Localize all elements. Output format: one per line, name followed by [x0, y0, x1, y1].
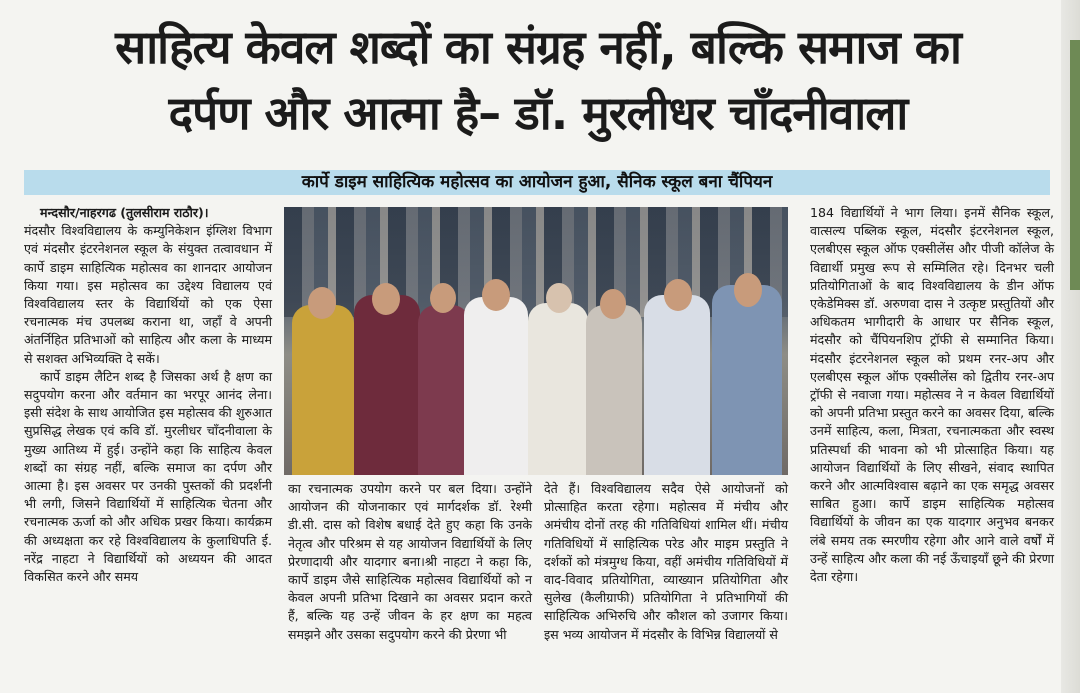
byline: मन्दसौर/नाहरगढ (तुलसीराम राठौर)।: [40, 205, 209, 220]
photo-person: [354, 295, 420, 475]
photo-person: [712, 285, 782, 475]
photo-person-head: [664, 279, 692, 311]
photo-person: [528, 303, 588, 475]
column-1-paragraph-2: कार्पे डाइम लैटिन शब्द है जिसका अर्थ है क्षण का सदुपयोग करना और वर्तमान का भरपूर आनंद लेना। इसी संदेश के साथ आयोजित इस महोत्सव की शुरुआत सुप्रसिद्ध लेखक एवं कवि डॉ. मुरलीधर चाँदनीवाला के मुख्य आतिथ्य में हुई। उन्होंने कहा कि साहित्य केवल शब्दों का संग्रह नहीं, बल्कि समाज का दर्पण और आत्मा है। इस अवसर पर उनकी पुस्तकों की प्रदर्शनी भी लगी, जिसने विद्यार्थियों में साहित्यिक चेतना और रचनात्मक ऊर्जा को और अधिक प्रखर किया। कार्यक्रम की अध्यक्षता कर रहे विश्वविद्यालय के कुलाधिपति ई. नरेंद्र नाहटा ने विद्यार्थियों को अध्ययन की आदत विकसित करने और समय: [24, 368, 272, 585]
headline-line-1: साहित्य केवल शब्दों का संग्रह नहीं, बल्कि समाज का: [115, 20, 961, 74]
photo-person-head: [430, 283, 456, 313]
photo-person-head: [734, 273, 762, 307]
photo-person: [644, 295, 710, 475]
subheadline-bar: कार्पे डाइम साहित्यिक महोत्सव का आयोजन हुआ, सैनिक स्कूल बना चैंपियन: [24, 170, 1050, 195]
article-column-2: का रचनात्मक उपयोग करने पर बल दिया। उन्होंने आयोजन की योजनाकार एवं मार्गदर्शक डॉ. रेश्मी डी.सी. दास को विशेष बधाई देते हुए कहा कि उनके नेतृत्व और परिश्रम से यह आयोजन विद्यार्थियों के लिए प्रेरणादायी और यादगार बना।श्री नाहटा ने कहा कि, कार्पे डाइम जैसे साहित्यिक महोत्सव विद्यार्थियों को न केवल अपनी प्रतिभा दिखाने का अवसर प्रदान करते हैं, बल्कि यह उन्हें जीवन के हर क्षण का महत्व समझने और उसका सदुपयोग करने की प्रेरणा भी: [288, 481, 532, 642]
article-column-1: [24, 204, 272, 586]
photo-person: [418, 305, 470, 475]
photo-person-head: [308, 287, 336, 319]
column-1-paragraph-1: मंदसौर विश्वविद्यालय के कम्युनिकेशन इंग्लिश विभाग एवं मंदसौर इंटरनेशनल स्कूल के संयुक्त तत्वावधान में कार्पे डाइम साहित्यिक महोत्सव का शानदार आयोजन किया गया। इस महोत्सव का उद्देश्य विद्यालय एवं विश्वविद्यालय स्तर के विद्यार्थियों को एक ऐसा रचनात्मक मंच उपलब्ध कराना था, जहाँ वे अपनी अंतर्निहित प्रतिभाओं को साहित्य और कला के माध्यम से सशक्त अभिव्यक्ति दे सकें।: [24, 223, 272, 366]
article-column-3: देते हैं। विश्वविद्यालय सदैव ऐसे आयोजनों को प्रोत्साहित करता रहेगा। महोत्सव में मंचीय और अमंचीय दोनों तरह की गतिविधियां शामिल थीं। मंचीय गतिविधियों में साहित्यिक परेड और माइम प्रस्तुति ने दर्शकों को मंत्रमुग्ध किया, वहीं अमंचीय गतिविधियों में वाद-विवाद प्रतियोगिता, व्याख्यान प्रतियोगिता और सुलेख (कैलीग्राफी) प्रतियोगिता ने प्रतिभागियों की साहित्यिक अभिरुचि और कौशल को उजागर किया। इस भव्य आयोजन में मंदसौर के विभिन्न विद्यालयों से: [544, 481, 788, 642]
photo-person-head: [482, 279, 510, 311]
photo-person: [292, 305, 354, 475]
photo-person-head: [546, 283, 572, 313]
event-photo: [284, 207, 788, 475]
photo-person-head: [600, 289, 626, 319]
article-column-4: 184 विद्यार्थियों ने भाग लिया। इनमें सैनिक स्कूल, वात्सल्य पब्लिक स्कूल, मंदसौर इंटरनेशनल स्कूल, एलबीएस स्कूल ऑफ एक्सीलेंस और पीजी कॉलेज के विद्यार्थी प्रमुख रूप से सम्मिलित रहे। दिनभर चली प्रतियोगिताओं के बाद विश्वविद्यालय के डीन ऑफ एकेडेमिक्स डॉ. अरुणवा दास ने उत्कृष्ट प्रस्तुतियों और अधिकतम भागीदारी के आधार पर सैनिक स्कूल, मंदसौर को चैंपियनशिप ट्रॉफी से सम्मानित किया। मंदसौर इंटरनेशनल स्कूल को प्रथम रनर-अप और एलबीएस स्कूल ऑफ एक्सीलेंस को द्वितीय रनर-अप ट्रॉफी से नवाजा गया। महोत्सव ने न केवल विद्यार्थियों को अपनी प्रतिभा प्रस्तुत करने का अवसर दिया, बल्कि उनमें साहित्य, कला, मित्रता, रचनात्मकता और स्वस्थ प्रतिस्पर्धा की भावना को भी प्रोत्साहित किया। यह आयोजन विद्यार्थियों के लिए सीखने, संवाद स्थापित करने और आत्मविश्वास बढ़ाने का एक समृद्ध अवसर साबित हुआ। कार्पे डाइम साहित्यिक महोत्सव विद्यार्थियों के जीवन का एक यादगार अनुभव बनकर लंबे समय तक स्मरणीय रहेगा और आने वाले वर्षों में उन्हें साहित्य और कला की नई ऊँचाइयाँ छूने की प्रेरणा देता रहेगा।: [810, 205, 1054, 585]
adjacent-page-photo: [1070, 40, 1080, 290]
headline: [18, 14, 1058, 146]
photo-person: [586, 305, 642, 475]
headline-line-2: दर्पण और आत्मा है– डॉ. मुरलीधर चाँदनीवाला: [168, 86, 908, 140]
photo-person-head: [372, 283, 400, 315]
photo-person: [464, 297, 528, 475]
